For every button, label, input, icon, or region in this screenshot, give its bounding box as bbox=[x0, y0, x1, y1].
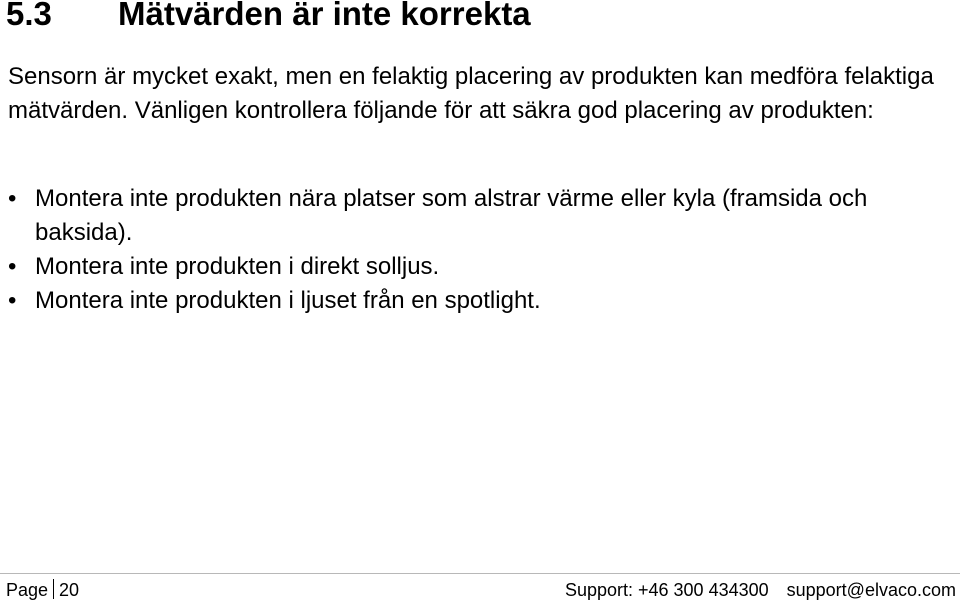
support-email: support@elvaco.com bbox=[786, 580, 956, 600]
list-item-text: Montera inte produkten nära platser som alstrar värme eller kyla (framsida och baksida). bbox=[35, 185, 868, 246]
support-phone: Support: +46 300 434300 bbox=[564, 580, 769, 600]
list-item-text: Montera inte produkten i direkt solljus. bbox=[35, 253, 440, 280]
page-separator bbox=[53, 579, 54, 599]
list-item-text: Montera inte produkten i ljuset från en spotlight. bbox=[35, 287, 541, 314]
section-title: Mätvärden är inte korrekta bbox=[118, 0, 531, 32]
list-item bbox=[8, 284, 953, 318]
page-footer bbox=[6, 578, 956, 604]
list-item bbox=[8, 250, 953, 284]
bullet-icon: • bbox=[8, 287, 17, 314]
support-info bbox=[565, 578, 956, 602]
list-item bbox=[8, 182, 953, 250]
section-number: 5.3 bbox=[6, 0, 52, 32]
intro-paragraph: Sensorn är mycket exakt, men en felaktig placering av produkten kan medföra felaktiga mätvärden. Vänligen kontrollera följande för att säkra god placering av produkten: bbox=[8, 63, 934, 124]
bullet-list bbox=[8, 182, 953, 318]
page-indicator bbox=[6, 578, 79, 602]
bullet-icon: • bbox=[8, 185, 17, 212]
page-label: Page bbox=[6, 580, 49, 600]
section-heading bbox=[6, 0, 531, 36]
footer-divider bbox=[0, 573, 960, 574]
page-number: 20 bbox=[59, 580, 80, 600]
bullet-icon: • bbox=[8, 253, 17, 280]
